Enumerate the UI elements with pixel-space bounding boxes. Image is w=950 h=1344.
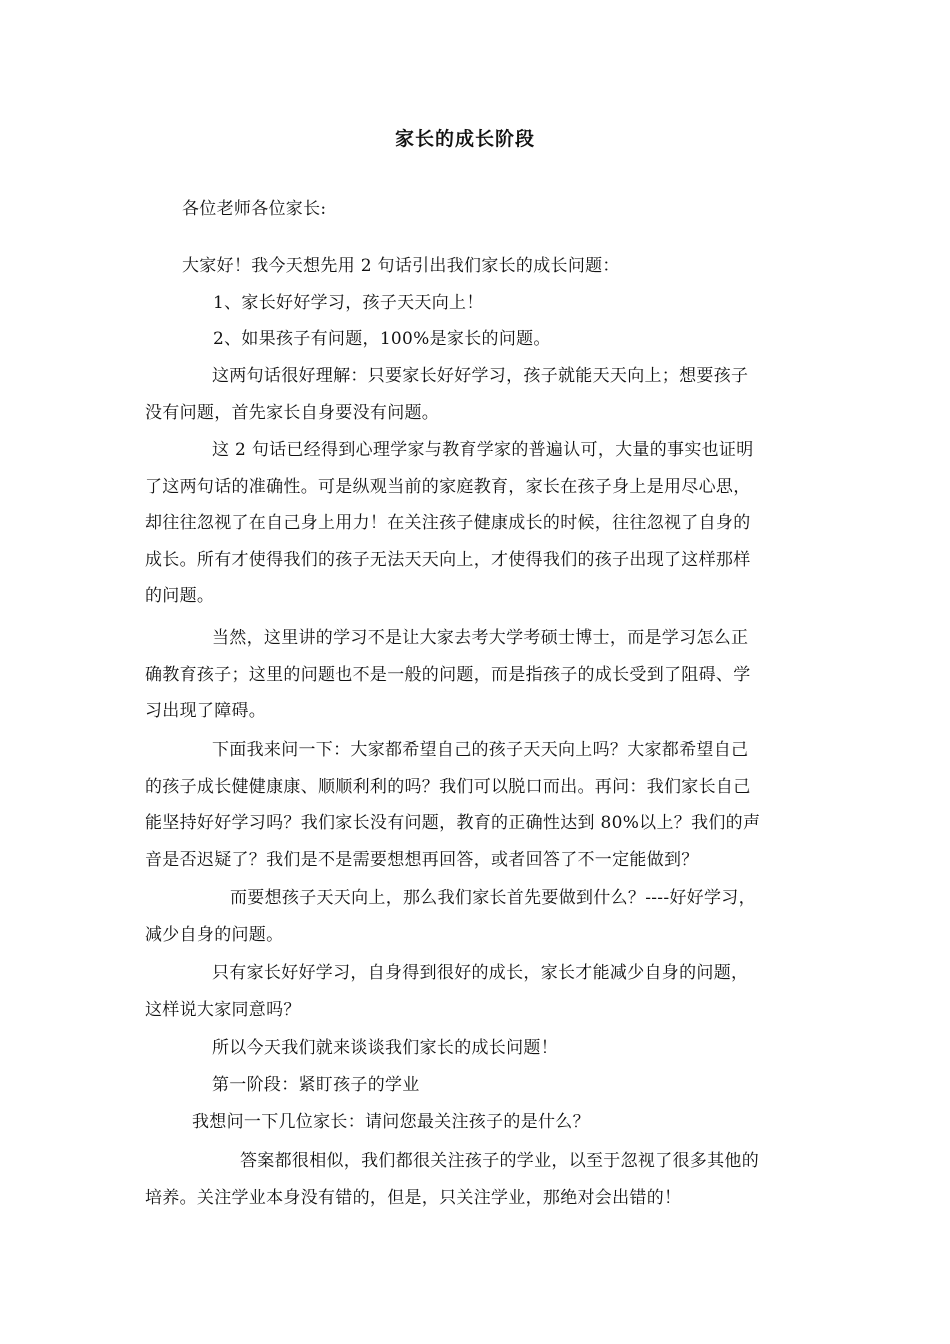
paragraph-5 (145, 880, 815, 953)
paragraph-line: 答案都很相似，我们都很关注孩子的学业，以至于忽视了很多其他的 (240, 1151, 759, 1171)
question-line: 我想问一下几位家长：请问您最关注孩子的是什么？ (192, 1112, 590, 1132)
paragraph-line: 习出现了障碍。 (145, 701, 267, 721)
paragraph-7: 所以今天我们就来谈谈我们家长的成长问题！ (212, 1038, 558, 1058)
point-one: 1、家长好好学习，孩子天天向上！ (213, 293, 484, 313)
paragraph-line: 这两句话很好理解：只要家长好好学习，孩子就能天天向上；想要孩子 (212, 366, 749, 386)
paragraph-line: 能坚持好好学习吗？我们家长没有问题，教育的正确性达到 80%以上？我们的声 (145, 813, 761, 833)
paragraph-line: 却往往忽视了在自己身上用力！在关注孩子健康成长的时候，往往忽视了自身的 (145, 513, 751, 533)
paragraph-line: 当然，这里讲的学习不是让大家去考大学考硕士博士，而是学习怎么正 (212, 628, 749, 648)
stage-one-heading: 第一阶段：紧盯孩子的学业 (212, 1075, 420, 1095)
paragraph-line: 只有家长好好学习，自身得到很好的成长，家长才能减少自身的问题， (212, 963, 749, 983)
paragraph-line: 这样说大家同意吗？ (145, 999, 301, 1020)
paragraph-line: 减少自身的问题。 (145, 924, 284, 945)
paragraph-2 (145, 432, 815, 615)
paragraph-line: 下面我来问一下：大家都希望自己的孩子天天向上吗？大家都希望自己 (212, 740, 749, 760)
paragraph-3 (145, 620, 815, 730)
paragraph-line: 确教育孩子；这里的问题也不是一般的问题，而是指孩子的成长受到了阻碍、学 (145, 664, 751, 685)
point-two: 2、如果孩子有问题，100%是家长的问题。 (213, 329, 551, 349)
paragraph-line: 成长。所有才使得我们的孩子无法天天向上，才使得我们的孩子出现了这样那样 (145, 549, 751, 570)
greeting: 各位老师各位家长: (182, 199, 327, 219)
paragraph-line: 这 2 句话已经得到心理学家与教育学家的普遍认可，大量的事实也证明 (212, 440, 754, 460)
paragraph-line: 而要想孩子天天向上，那么我们家长首先要做到什么？----好好学习， (230, 888, 756, 908)
paragraph-line: 培养。关注学业本身没有错的，但是，只关注学业，那绝对会出错的！ (145, 1187, 682, 1208)
paragraph-1 (145, 358, 815, 431)
paragraph-6 (145, 955, 815, 1028)
paragraph-line: 的孩子成长健健康康、顺顺利利的吗？我们可以脱口而出。再问：我们家长自己 (145, 776, 751, 797)
paragraph-line: 音是否迟疑了？我们是不是需要想想再回答，或者回答了不一定能做到？ (145, 849, 699, 870)
paragraph-line: 没有问题，首先家长自身要没有问题。 (145, 402, 440, 423)
intro-paragraph: 大家好！我今天想先用 2 句话引出我们家长的成长问题： (182, 256, 620, 276)
paragraph-line: 的问题。 (145, 586, 215, 606)
paragraph-line: 了这两句话的准确性。可是纵观当前的家庭教育，家长在孩子身上是用尽心思， (145, 476, 751, 497)
paragraph-8 (145, 1143, 815, 1216)
paragraph-4 (145, 732, 815, 878)
document-title: 家长的成长阶段 (394, 128, 535, 150)
